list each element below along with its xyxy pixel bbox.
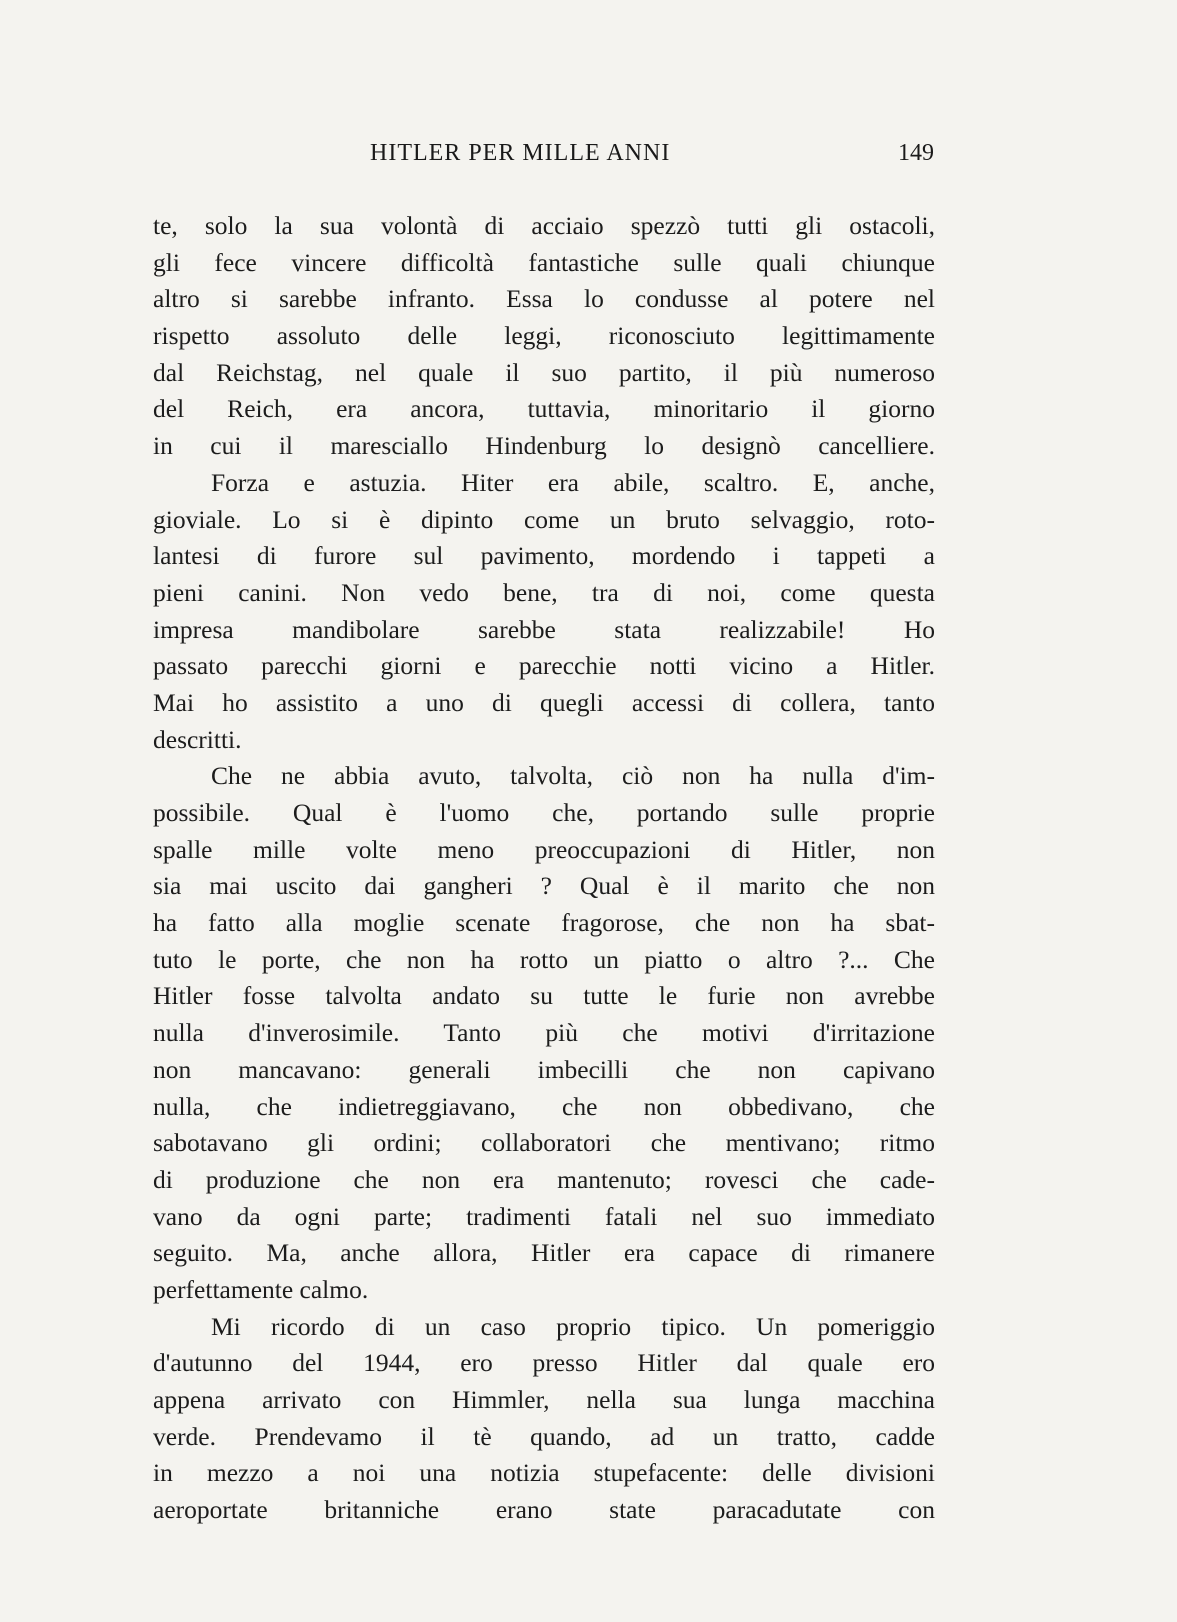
text-line: vano da ogni parte; tradimenti fatali nel suo immediato [153, 1201, 935, 1231]
text-line: aeroportate britanniche erano state paracadutate con [153, 1495, 935, 1525]
text-line: di produzione che non era mantenuto; rovesci che cade- [153, 1164, 935, 1194]
text-line: non mancavano: generali imbecilli che non capivano [153, 1054, 935, 1084]
text-line: possibile. Qual è l'uomo che, portando sulle proprie [153, 798, 935, 827]
paragraph-2 [153, 465, 935, 759]
text-line: sia mai uscito dai gangheri ? Qual è il marito che non [153, 871, 935, 901]
text-line: Forza e astuzia. Hiter era abile, scaltro. E, anche, [211, 467, 935, 497]
text-line: sabotavano gli ordini; collaboratori che mentivano; ritmo [153, 1128, 935, 1158]
text-line: te, solo la sua volontà di acciaio spezzò tutti gli ostacoli, [153, 211, 935, 240]
text-line: seguito. Ma, anche allora, Hitler era capace di rimanere [153, 1238, 935, 1268]
text-line: altro si sarebbe infranto. Essa lo condusse al potere nel [153, 284, 935, 314]
text-line: appena arrivato con Himmler, nella sua lunga macchina [153, 1385, 935, 1414]
paragraph-1 [153, 208, 935, 465]
text-line: Mi ricordo di un caso proprio tipico. Un pomeriggio [211, 1311, 935, 1341]
text-line: passato parecchi giorni e parecchie notti vicino a Hitler. [153, 651, 935, 681]
text-line: nulla, che indietreggiavano, che non obbedivano, che [153, 1091, 935, 1121]
body-text [153, 208, 935, 1529]
page-header [0, 140, 1177, 180]
text-line: ha fatto alla moglie scenate fragorose, che non ha sbat- [153, 908, 935, 938]
text-line: in mezzo a noi una notizia stupefacente: delle divisioni [153, 1458, 935, 1488]
text-line: gioviale. Lo si è dipinto come un bruto selvaggio, roto- [153, 504, 935, 534]
text-line: descritti. [153, 724, 242, 754]
running-title: HITLER PER MILLE ANNI [370, 140, 671, 166]
text-line: Mai ho assistito a uno di quegli accessi di collera, tanto [153, 687, 935, 717]
text-line: rispetto assoluto delle leggi, riconosciuto legittimamente [153, 321, 935, 351]
paragraph-4 [153, 1309, 935, 1529]
text-line: gli fece vincere difficoltà fantastiche sulle quali chiunque [153, 247, 935, 277]
text-line: tuto le porte, che non ha rotto un piatto o altro ?... Che [153, 944, 935, 974]
text-line: Hitler fosse talvolta andato su tutte le furie non avrebbe [153, 981, 935, 1011]
text-line: lantesi di furore sul pavimento, mordendo i tappeti a [153, 541, 935, 571]
text-line: del Reich, era ancora, tuttavia, minoritario il giorno [153, 394, 935, 424]
paragraph-3 [153, 758, 935, 1308]
text-line: verde. Prendevamo il tè quando, ad un tratto, cadde [153, 1421, 935, 1451]
text-line: Che ne abbia avuto, talvolta, ciò non ha nulla d'im- [211, 761, 935, 791]
text-line: in cui il maresciallo Hindenburg lo designò cancelliere. [153, 431, 935, 461]
text-line: nulla d'inverosimile. Tanto più che motivi d'irritazione [153, 1018, 935, 1048]
text-line: pieni canini. Non vedo bene, tra di noi, come questa [153, 577, 935, 607]
text-line: d'autunno del 1944, ero presso Hitler dal quale ero [153, 1348, 935, 1378]
text-line: perfettamente calmo. [153, 1274, 369, 1304]
text-line: impresa mandibolare sarebbe stata realizzabile! Ho [153, 614, 935, 644]
page-number: 149 [898, 140, 934, 166]
text-line: dal Reichstag, nel quale il suo partito, il più numeroso [153, 357, 935, 387]
text-line: spalle mille volte meno preoccupazioni di Hitler, non [153, 834, 935, 864]
